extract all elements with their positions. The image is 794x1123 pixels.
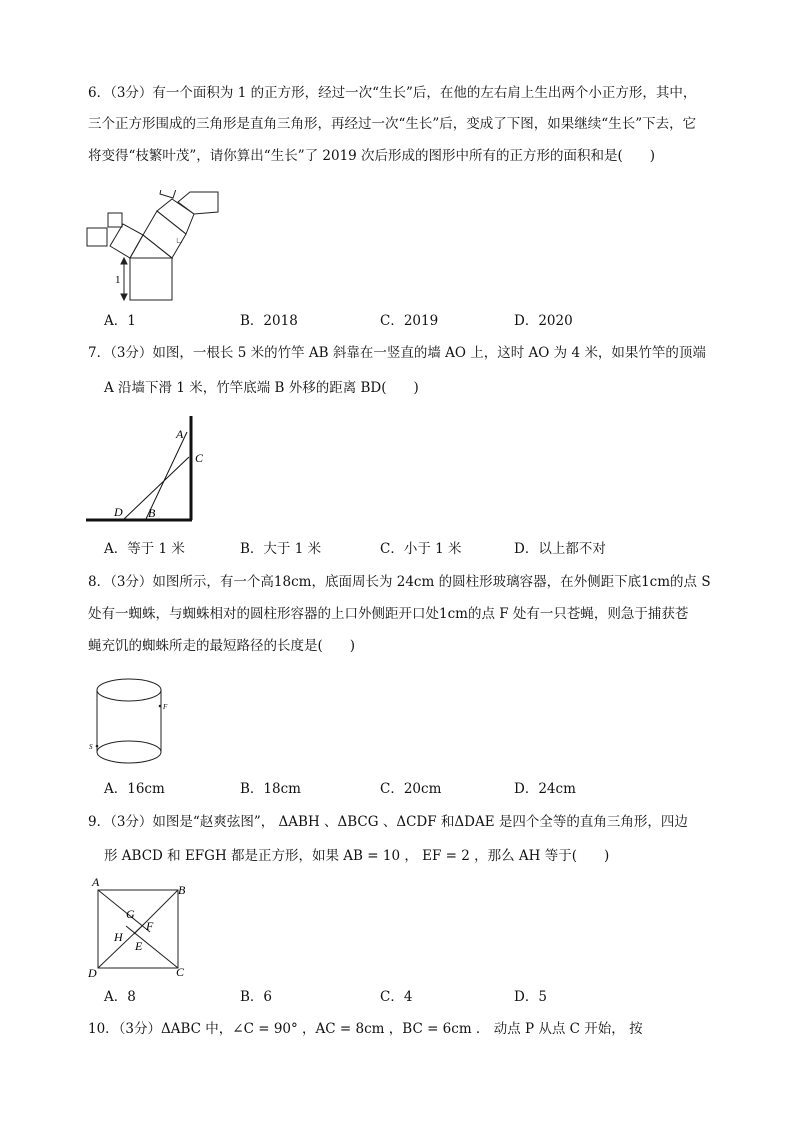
q9-label-f: F <box>146 919 154 933</box>
q9-label-g: G <box>126 907 135 921</box>
q6-figure-pythagoras-tree <box>82 190 232 305</box>
q9-option-a[interactable]: A．8 <box>104 989 136 1005</box>
q8-label-s: S <box>89 743 93 751</box>
q8-line-1: 8．（3分）如图所示，有一个高18cm，底面周长为 24cm 的圆柱形玻璃容器，在外侧距下底1cm的点 S <box>88 574 711 590</box>
q10-line-1: 10．（3分）ΔABC 中，∠C = 90° ，AC = 8cm ，BC = 6cm ． 动点 P 从点 C 开始， 按 <box>88 1021 643 1037</box>
q9-label-d: D <box>88 966 97 980</box>
q6-option-a[interactable]: A．1 <box>104 313 136 329</box>
q9-line-1: 9．（3分）如图是“赵爽弦图”， ΔABH 、ΔBCG 、ΔCDF 和ΔDAE 是四个全等的直角三角形，四边 <box>88 814 688 830</box>
q9-option-b[interactable]: B．6 <box>240 989 273 1005</box>
q7-label-d: D <box>114 505 123 519</box>
q8-label-f: F <box>163 703 168 711</box>
q8-figure-cylinder <box>84 674 174 774</box>
q7-option-a[interactable]: A．等于 1 米 <box>104 541 185 557</box>
q9-figure-zhao-shuang-diagram <box>86 876 196 982</box>
q8-line-2: 处有一蜘蛛，与蜘蛛相对的圆柱形容器的上口外侧距开口处1cm的点 F 处有一只苍蝇，则急于捕获苍 <box>88 606 689 622</box>
q8-line-3: 蝇充饥的蜘蛛所走的最短路径的长度是( ) <box>88 638 356 654</box>
q6-line-1: 6．（3分）有一个面积为 1 的正方形，经过一次“生长”后，在他的左右肩上生出两个小正方形，其中， <box>88 85 697 101</box>
q6-line-2: 三个正方形围成的三角形是直角三角形，再经过一次“生长”后，变成了下图，如果继续“生长”下去，它 <box>88 116 697 132</box>
q8-option-d[interactable]: D．24cm <box>514 781 576 797</box>
q7-label-b: B <box>148 506 156 520</box>
q6-line-3: 将变得“枝繁叶茂”，请你算出“生长”了 2019 次后形成的图形中所有的正方形的面积和是( ) <box>88 148 656 164</box>
q7-label-c: C <box>195 451 204 465</box>
q6-option-c[interactable]: C．2019 <box>380 313 439 329</box>
q9-label-e: E <box>135 939 143 953</box>
q9-label-b: B <box>178 883 186 897</box>
q9-option-d[interactable]: D．5 <box>514 989 547 1005</box>
q9-line-2: 形 ABCD 和 EFGH 都是正方形，如果 AB = 10 ， EF = 2 ，那么 AH 等于( ) <box>104 848 610 864</box>
q7-line-1: 7．（3分）如图，一根长 5 米的竹竿 AB 斜靠在一竖直的墙 AO 上，这时 AO 为 4 米，如果竹竿的顶端 <box>88 345 706 361</box>
svg-text:∟: ∟ <box>175 235 184 245</box>
q6-option-d[interactable]: D．2020 <box>514 313 573 329</box>
q8-option-b[interactable]: B．18cm <box>240 781 301 797</box>
q8-option-c[interactable]: C．20cm <box>380 781 442 797</box>
q9-label-c: C <box>176 965 185 979</box>
q7-option-c[interactable]: C．小于 1 米 <box>380 541 462 557</box>
q9-label-a: A <box>92 876 100 889</box>
q6-figure-label: 1 <box>115 274 121 286</box>
q7-line-2: A 沿墙下滑 1 米，竹竿底端 B 外移的距离 BD( ) <box>104 380 419 396</box>
q7-option-d[interactable]: D．以上都不对 <box>514 541 606 557</box>
q6-option-b[interactable]: B．2018 <box>240 313 298 329</box>
q9-label-h: H <box>114 930 123 944</box>
q7-figure-ladder <box>84 410 204 528</box>
q7-label-a: A <box>176 427 184 441</box>
q7-option-b[interactable]: B．大于 1 米 <box>240 541 322 557</box>
q9-option-c[interactable]: C．4 <box>380 989 413 1005</box>
q8-option-a[interactable]: A．16cm <box>104 781 165 797</box>
